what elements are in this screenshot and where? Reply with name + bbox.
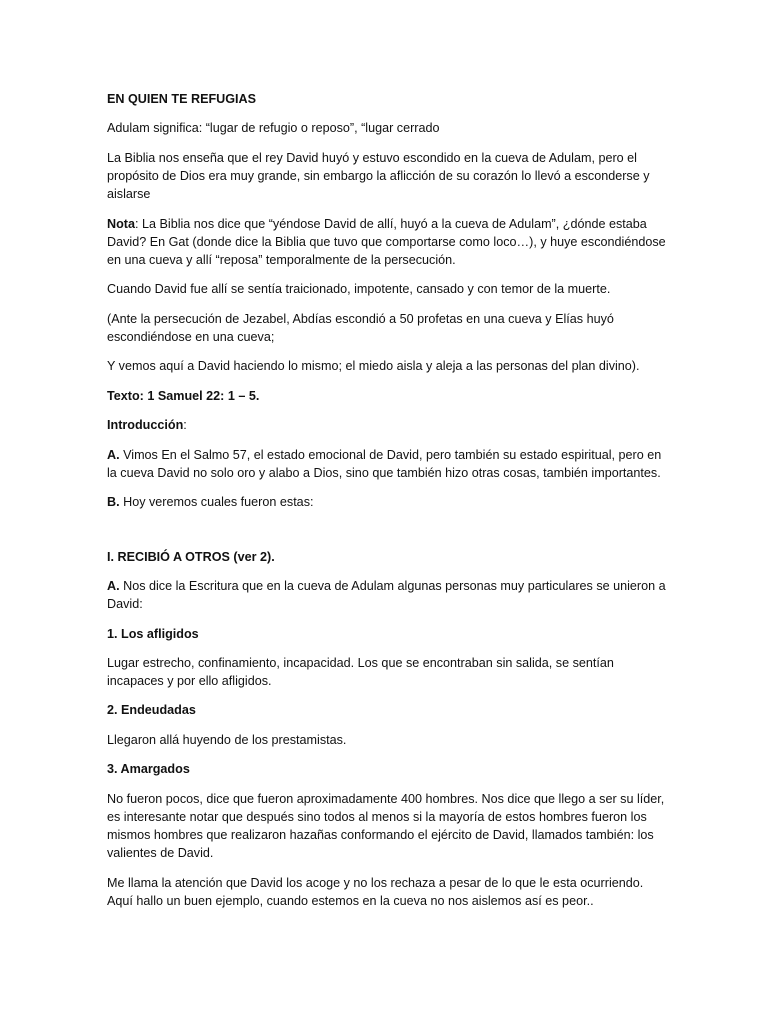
item-1-text: Lugar estrecho, confinamiento, incapacidad. Los que se encontraban sin salida, se sentían incapaces y por ello afligidos. bbox=[107, 655, 614, 689]
point-b-intro bbox=[107, 493, 667, 511]
jezabel-paragraph: (Ante la persecución de Jezabel, Abdías escondió a 50 profetas en una cueva y Elías huyó escondiéndose en una cueva; bbox=[107, 311, 614, 344]
nota-paragraph bbox=[107, 215, 667, 270]
intro-paragraph: La Biblia nos enseña que el rey David huyó y estuvo escondido en la cueva de Adulam, pero el propósito de Dios era muy grande, sin embargo la aflicción de su corazón lo llevó a esconderse y aislarse bbox=[107, 150, 650, 202]
point-b-label: B. bbox=[107, 495, 120, 510]
document-title: EN QUIEN TE REFUGIAS bbox=[107, 92, 257, 106]
point-a-label: A. bbox=[107, 447, 120, 462]
point-b-text: Hoy veremos cuales fueron estas: bbox=[119, 495, 314, 510]
vemos-paragraph: Y vemos aquí a David haciendo lo mismo; el miedo aisla y aleja a las personas del plan divino). bbox=[107, 359, 640, 374]
document-page bbox=[107, 90, 667, 921]
nota-label: Nota bbox=[107, 216, 135, 231]
cuando-david-paragraph: Cuando David fue allí se sentía traicionado, impotente, cansado y con temor de la muerte. bbox=[107, 282, 611, 297]
introduccion-colon: : bbox=[183, 418, 187, 433]
item-2-text: Llegaron allá huyendo de los prestamistas. bbox=[107, 732, 347, 747]
section-1-heading: I. RECIBIÓ A OTROS (ver 2). bbox=[107, 549, 275, 564]
point-a-text: Vimos En el Salmo 57, el estado emocional de David, pero también su estado espiritual, pero en la cueva David no solo oro y alabo a Dios, sino que también hizo otras cosas, también importantes. bbox=[107, 447, 662, 480]
adulam-definition: Adulam significa: “lugar de refugio o reposo”, “lugar cerrado bbox=[107, 121, 440, 136]
texto-heading: Texto: 1 Samuel 22: 1 – 5. bbox=[107, 388, 260, 403]
section-1-point-a-label: A. bbox=[107, 578, 120, 593]
item-1-heading: 1. Los afligidos bbox=[107, 626, 199, 641]
item-2-heading: 2. Endeudadas bbox=[107, 703, 196, 718]
item-3-heading: 3. Amargados bbox=[107, 762, 190, 777]
closing-paragraph: Me llama la atención que David los acoge y no los rechaza a pesar de lo que le esta ocurriendo. Aquí hallo un buen ejemplo, cuando estemos en la cueva no nos aislemos así es peor.. bbox=[107, 875, 644, 908]
point-a-intro bbox=[107, 446, 667, 482]
item-3-text: No fueron pocos, dice que fueron aproximadamente 400 hombres. Nos dice que llego a ser su líder, es interesante notar que después sino todos al menos si la mayoría de estos hombres fueron los mismos hombres que realizaron hazañas conformando el ejército de David, llamados también: los valientes de David. bbox=[107, 791, 665, 861]
section-spacer bbox=[107, 523, 667, 548]
nota-text: : La Biblia nos dice que “yéndose David de allí, huyó a la cueva de Adulam”, ¿dónde estaba David? En Gat (donde dice la Biblia que tuvo que comportarse como loco…), y huye escondiéndose en una cueva y allí “reposa” temporalmente de la persecución. bbox=[107, 216, 666, 267]
section-1-point-a-text: Nos dice la Escritura que en la cueva de Adulam algunas personas muy particulares se unieron a David: bbox=[107, 578, 666, 612]
section-1-point-a bbox=[107, 577, 667, 613]
introduccion-heading bbox=[107, 416, 667, 434]
introduccion-label: Introducción bbox=[107, 418, 184, 433]
